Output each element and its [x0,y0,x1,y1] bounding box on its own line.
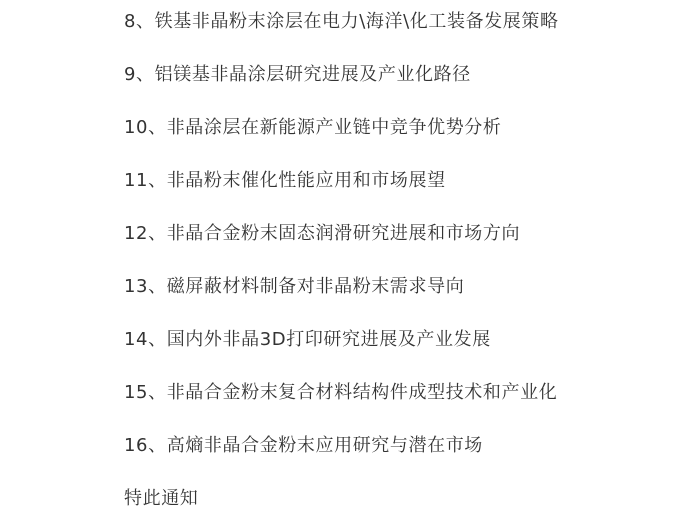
list-item: 10、非晶涂层在新能源产业链中竞争优势分析 [124,117,502,138]
list-item: 13、磁屏蔽材料制备对非晶粉末需求导向 [124,276,465,297]
list-item: 14、国内外非晶3D打印研究进展及产业发展 [124,329,491,350]
list-item: 9、铝镁基非晶涂层研究进展及产业化路径 [124,64,471,85]
list-item: 11、非晶粉末催化性能应用和市场展望 [124,170,446,191]
list-item: 8、铁基非晶粉末涂层在电力\海洋\化工装备发展策略 [124,11,559,32]
closing-text: 特此通知 [124,488,199,509]
list-item: 16、高熵非晶合金粉末应用研究与潜在市场 [124,435,483,456]
list-item: 15、非晶合金粉末复合材料结构件成型技术和产业化 [124,382,558,403]
list-item: 12、非晶合金粉末固态润滑研究进展和市场方向 [124,223,521,244]
